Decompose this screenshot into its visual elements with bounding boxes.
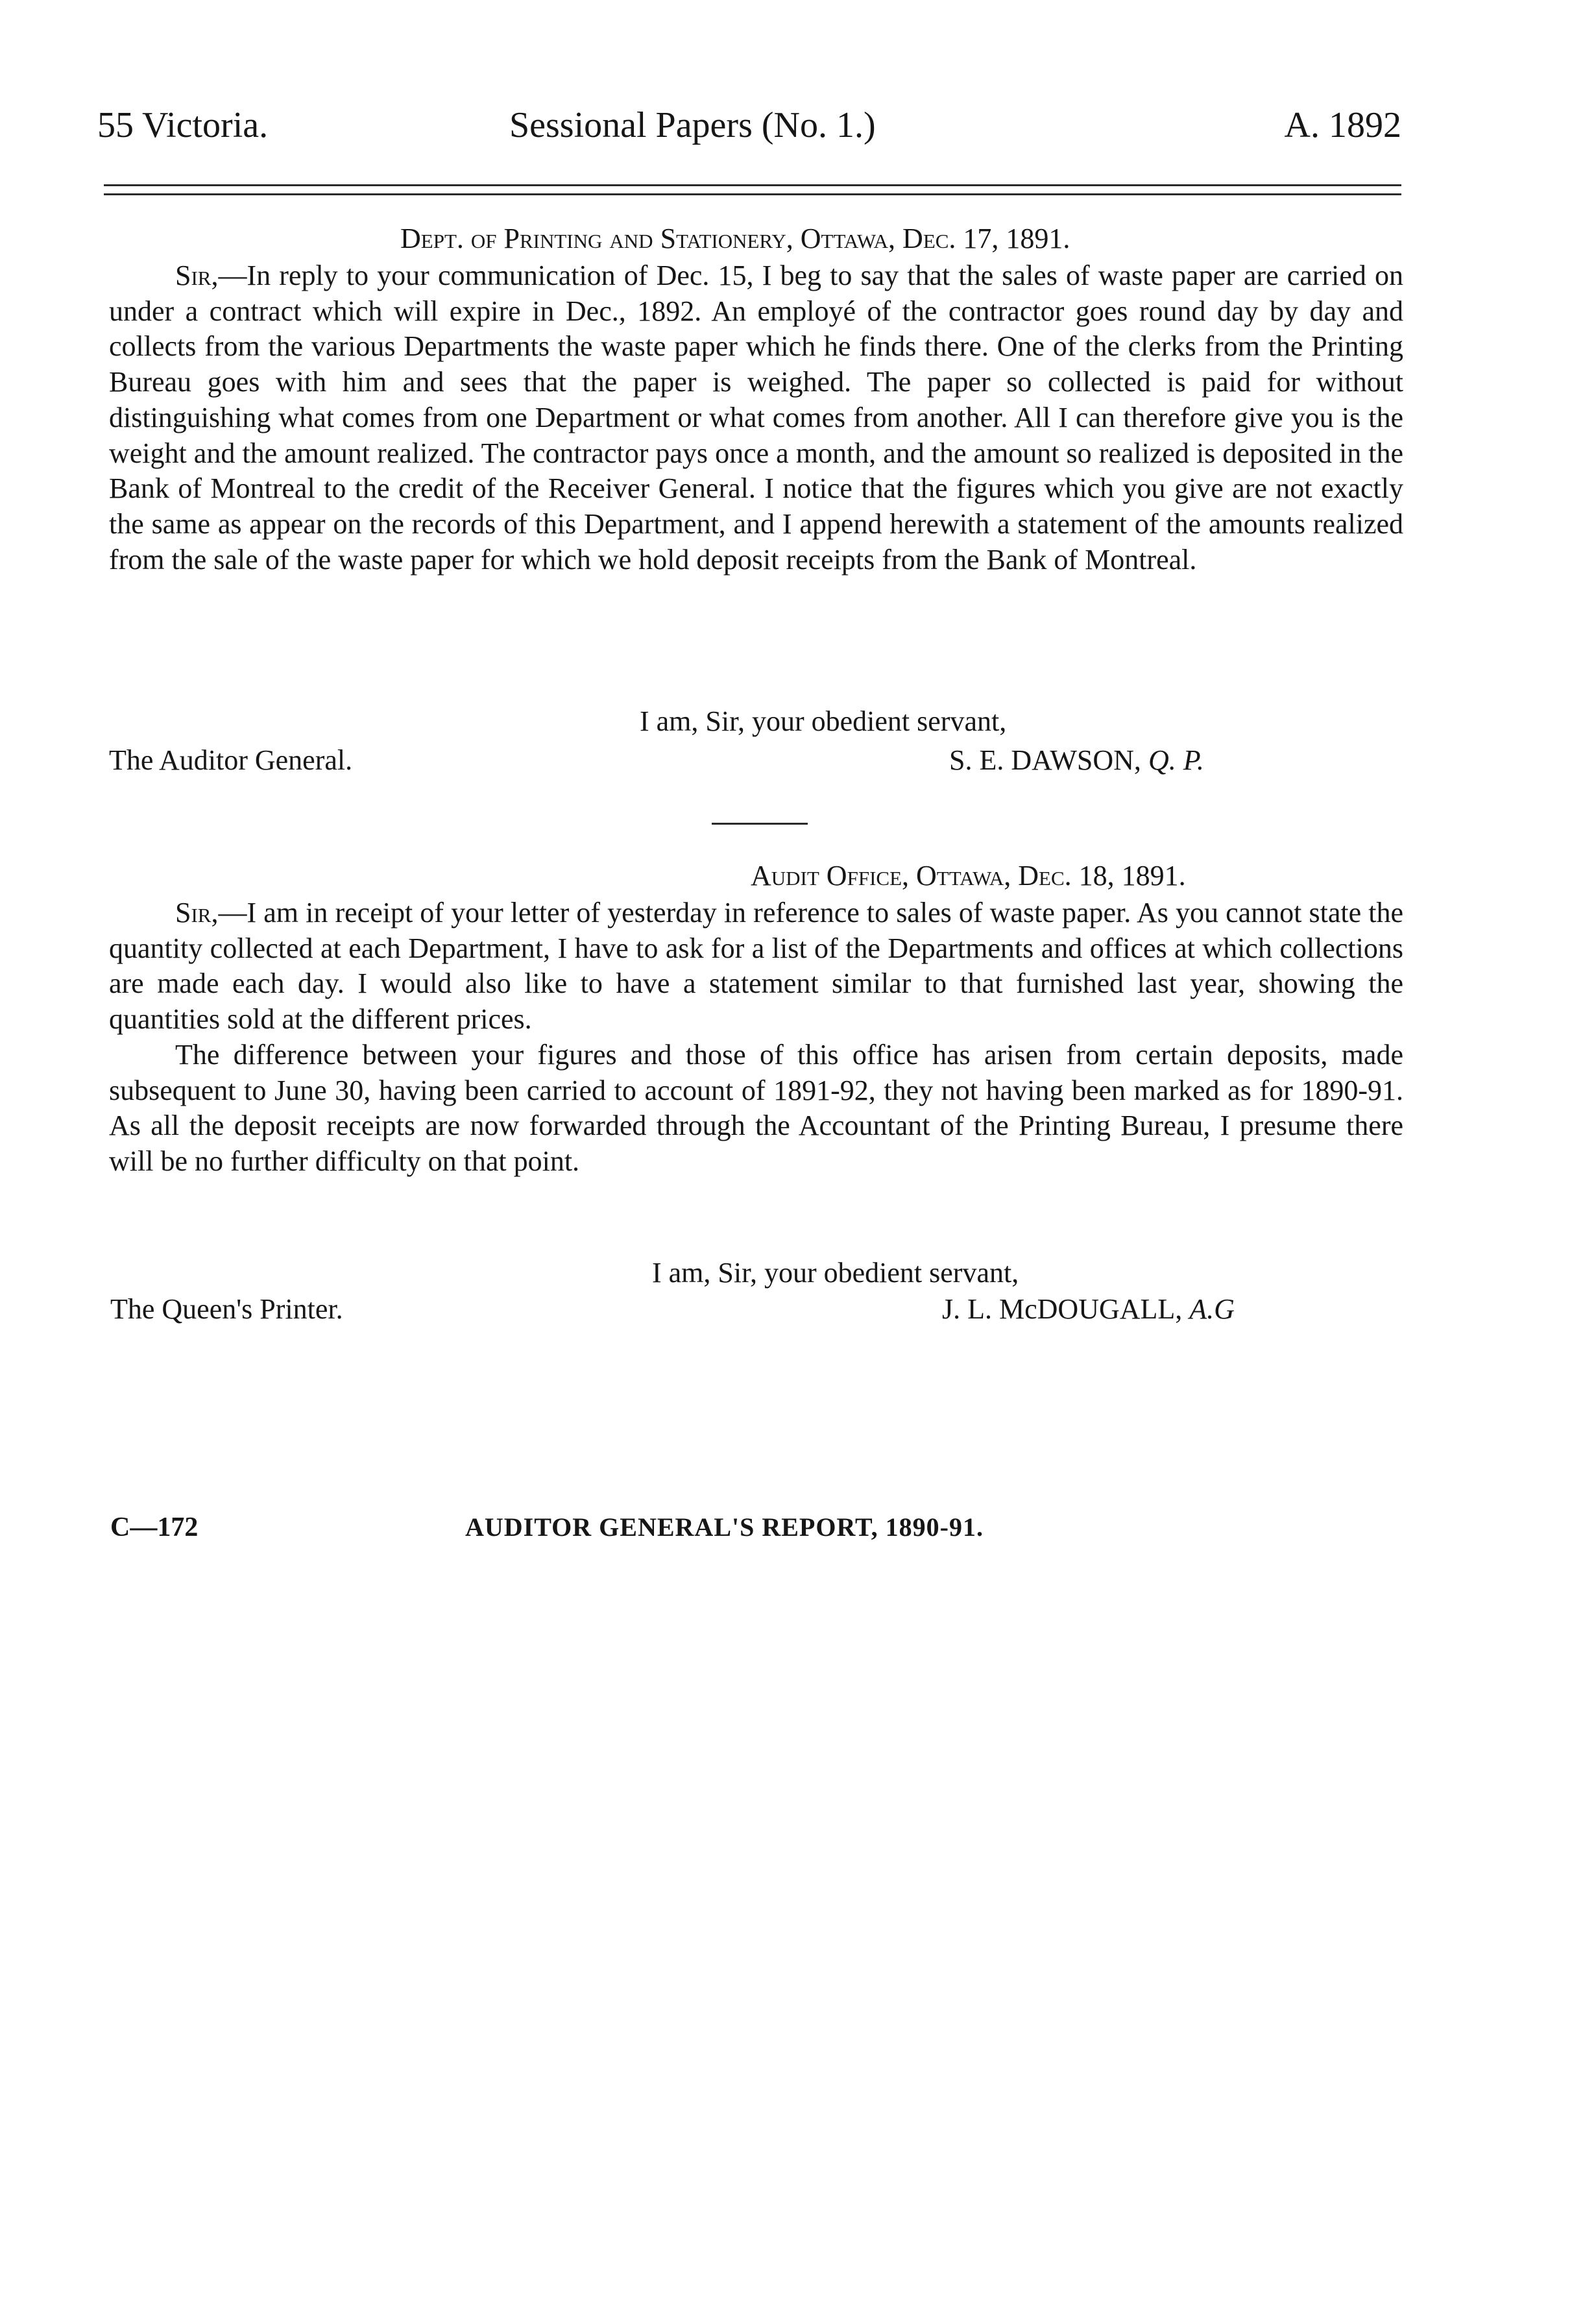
header-title: Sessional Papers (No. 1.): [509, 105, 876, 145]
letter1-closing: I am, Sir, your obedient servant,: [640, 705, 1007, 737]
letter1-addressee: The Auditor General.: [109, 744, 353, 776]
letter2-signature-name: J. L. McDOUGALL,: [942, 1293, 1183, 1325]
letter1-dateline: Dept. of Printing and Stationery, Ottawa, Dec. 17, 1891.: [400, 223, 1070, 254]
letter2-closing: I am, Sir, your obedient servant,: [652, 1257, 1019, 1289]
letter2-paragraph-1: [109, 895, 1403, 1038]
footer-report-title: AUDITOR GENERAL'S REPORT, 1890-91.: [465, 1512, 984, 1542]
running-header: [97, 96, 1401, 154]
header-year: A. 1892: [1284, 105, 1401, 145]
letter1-body: [109, 258, 1403, 577]
letter2-text-1: —I am in receipt of your letter of yesterday in reference to sales of waste paper. As you cannot state the quantity collected at each Department, I have to ask for a list of the Departments and offices at which collections are made each day. I would also like to have a statement similar to that furnished last year, showing the quantities sold at the different prices.: [109, 897, 1403, 1036]
letter1-paragraph: [109, 258, 1403, 577]
header-rule-top: [104, 184, 1401, 186]
footer-page-number: C—172: [110, 1512, 199, 1542]
letter1-salutation: Sir,: [175, 260, 219, 291]
letter2-signature-title: A.G: [1189, 1293, 1235, 1325]
header-rule-bottom: [104, 193, 1401, 195]
letter2-paragraph-2: The difference between your figures and those of this office has arisen from certain deposits, made subsequent to June 30, having been carried to account of 1891-92, they not having been marked as for 1890-91. As all the deposit receipts are now forwarded through the Accountant of the Printing Bureau, I presume there will be no further difficulty on that point.: [109, 1038, 1403, 1177]
letter1-signature: [949, 742, 1204, 779]
letter2-signature: [942, 1291, 1235, 1328]
letter1-signature-title: Q. P.: [1148, 744, 1204, 776]
header-session: 55 Victoria.: [97, 105, 269, 145]
letter1-signature-name: S. E. DAWSON,: [949, 744, 1141, 776]
letter2-body: [109, 895, 1403, 1180]
letter2-addressee: The Queen's Printer.: [110, 1293, 343, 1325]
letter-separator: [712, 823, 808, 825]
letter2-salutation: Sir,: [175, 897, 219, 928]
letter1-text: —In reply to your communication of Dec. 15, I beg to say that the sales of waste paper are carried on under a contract which will expire in Dec., 1892. An employé of the contractor goes round day by day and collects from the various Departments the waste paper which he finds there. One of the clerks from the Printing Bureau goes with him and sees that the paper is weighed. The paper so collected is paid for without distinguishing what comes from one Department or what comes from another. All I can therefore give you is the weight and the amount realized. The contractor pays once a month, and the amount so realized is deposited in the Bank of Montreal to the credit of the Receiver General. I notice that the figures which you give are not exactly the same as appear on the records of this Department, and I append herewith a statement of the amounts realized from the sale of the waste paper for which we hold deposit receipts from the Bank of Montreal.: [109, 260, 1403, 576]
letter2-dateline: Audit Office, Ottawa, Dec. 18, 1891.: [751, 860, 1186, 892]
